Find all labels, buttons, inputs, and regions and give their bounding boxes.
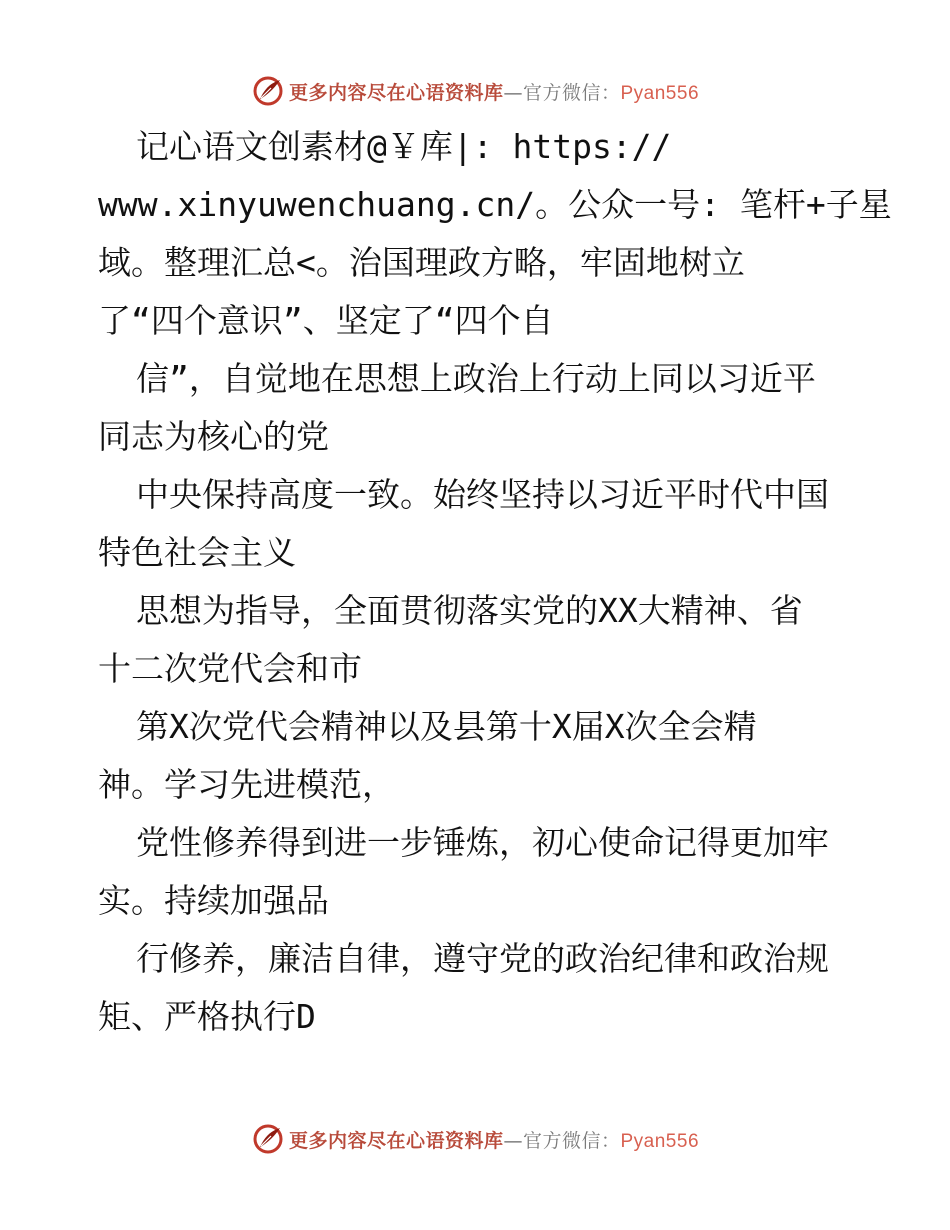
text-line: 矩、严格执行D [98, 997, 316, 1036]
text-line: 思想为指导，全面贯彻落实党的XX大精神、省 [136, 591, 803, 630]
text-line: 域。整理汇总<。治国理政方略，牢固地树立 [98, 243, 745, 282]
text-line: 中央保持高度一致。始终坚持以习近平时代中国 [136, 475, 829, 514]
document-body [98, 118, 898, 1046]
header-watermark-banner [0, 71, 950, 111]
text-line: 了“四个意识”、坚定了“四个自 [98, 301, 554, 340]
feather-pen-logo-icon [251, 74, 285, 108]
text-line: 实。持续加强品 [98, 881, 329, 920]
watermark-separator: — [503, 1129, 523, 1152]
watermark-wechat-label: 官方微信： [522, 81, 621, 104]
watermark-wechat-label: 官方微信： [522, 1129, 621, 1152]
text-line: 第X次党代会精神以及县第十X届X次全会精 [136, 707, 757, 746]
text-line: 行修养，廉洁自律，遵守党的政治纪律和政治规 [136, 939, 829, 978]
watermark-separator: — [503, 81, 523, 104]
text-line: 记心语文创素材@￥库|: https:// [136, 127, 672, 166]
text-line: 信”，自觉地在思想上政治上行动上同以习近平 [136, 359, 816, 398]
text-line: 同志为核心的党 [98, 417, 329, 456]
watermark-wechat-account: Pyan556 [620, 1130, 700, 1152]
watermark-brand: 更多内容尽在心语资料库 [288, 81, 504, 104]
text-line: 十二次党代会和市 [98, 649, 362, 688]
watermark-brand: 更多内容尽在心语资料库 [288, 1129, 504, 1152]
footer-watermark-banner [0, 1119, 950, 1159]
text-line: 特色社会主义 [98, 533, 296, 572]
watermark-text [289, 78, 699, 105]
text-line: 党性修养得到进一步锤炼，初心使命记得更加牢 [136, 823, 829, 862]
text-line: www.xinyuwenchuang.cn/。公众一号: 笔杆+子星 [98, 185, 892, 224]
watermark-text [289, 1126, 699, 1153]
watermark-wechat-account: Pyan556 [620, 82, 700, 104]
feather-pen-logo-icon [251, 1122, 285, 1156]
text-line: 神。学习先进模范， [98, 765, 395, 804]
